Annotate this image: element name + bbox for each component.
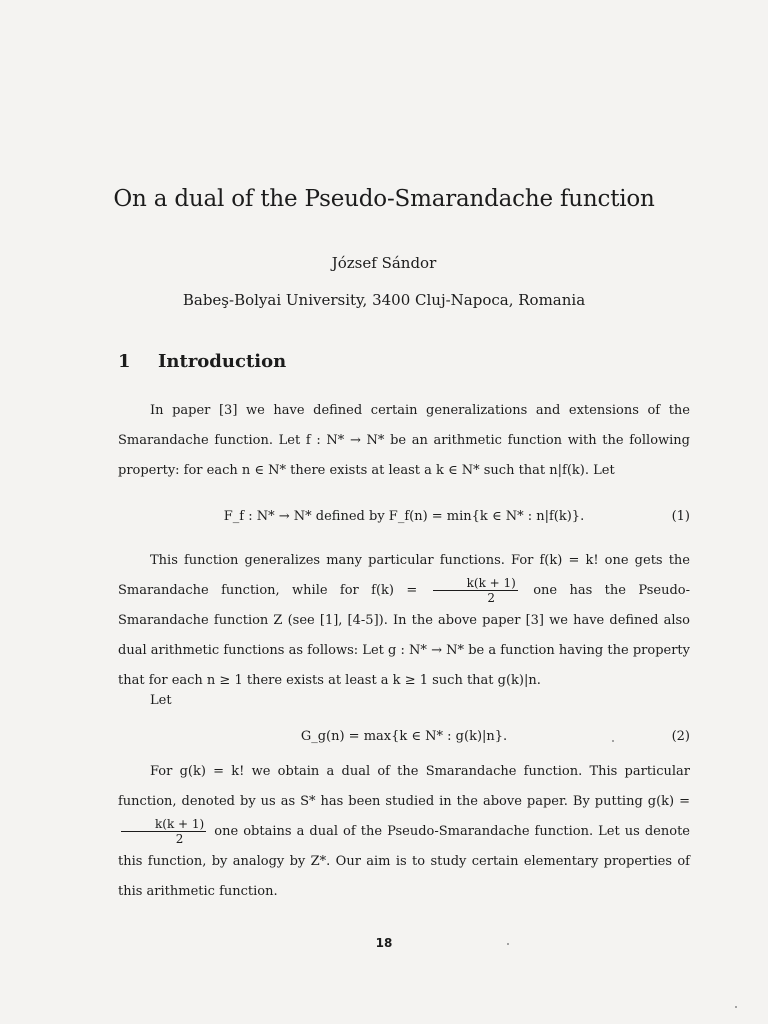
paragraph-3-text-a: For g(k) = k! we obtain a dual of the Smarandache function. This particular function, denoted by us as S* has been studied in the above paper. By putting g(k) = [118,764,690,809]
section-title: Introduction [158,351,287,372]
fraction-denominator: 2 [487,591,496,605]
equation-1 [118,509,690,531]
fraction-denominator: 2 [175,832,184,846]
equation-1-body: F_f : N* → N* defined by F_f(n) = min{k ∈ N* : n|f(k)}. [223,509,585,524]
scan-speck [735,1006,737,1008]
paragraph-2 [118,546,690,696]
equation-2 [118,729,690,751]
paragraph-2-text-a: This function generalizes many particular functions. For f(k) = k! one gets the Smarandache function, while for f(k) = [118,553,690,598]
author-name: József Sándor [331,254,437,272]
section-heading [118,351,286,372]
fraction [433,576,518,605]
equation-2-number: (2) [671,729,690,744]
scan-speck [612,740,614,742]
paragraph-3-text-b: one obtains a dual of the Pseudo-Smarandache function. Let us denote this function, by analogy by Z*. Our aim is to study certain elementary properties of this arithmetic function. [118,824,690,899]
paragraph-3 [118,757,690,907]
let-line: Let [150,693,172,708]
paragraph-2-text-b: one has the Pseudo-Smarandache function Z (see [1], [4-5]). In the above paper [3] we have defined also dual arithmetic functions as follows: Let g : N* → N* be a function having the property that for each n ≥ 1 there exists at least a k ≥ 1 such that g(k)|n. [118,583,691,688]
page-number: 18 [375,936,393,950]
author-affiliation: Babeş-Bolyai University, 3400 Cluj-Napoca, Romania [182,291,586,309]
paper-title: On a dual of the Pseudo-Smarandache function [113,186,655,212]
fraction-numerator: k(k + 1) [121,817,206,832]
paragraph-1: In paper [3] we have defined certain generalizations and extensions of the Smarandache function. Let f : N* → N* be an arithmetic function with the following property: for each n ∈ N* there exists at least a k ∈ N* such that n|f(k). Let [118,403,690,478]
equation-2-body: G_g(n) = max{k ∈ N* : g(k)|n}. [300,729,508,744]
equation-1-number: (1) [671,509,690,524]
fraction [121,817,206,846]
fraction-numerator: k(k + 1) [433,576,518,591]
section-number: 1 [118,351,131,372]
scan-speck [507,943,509,945]
